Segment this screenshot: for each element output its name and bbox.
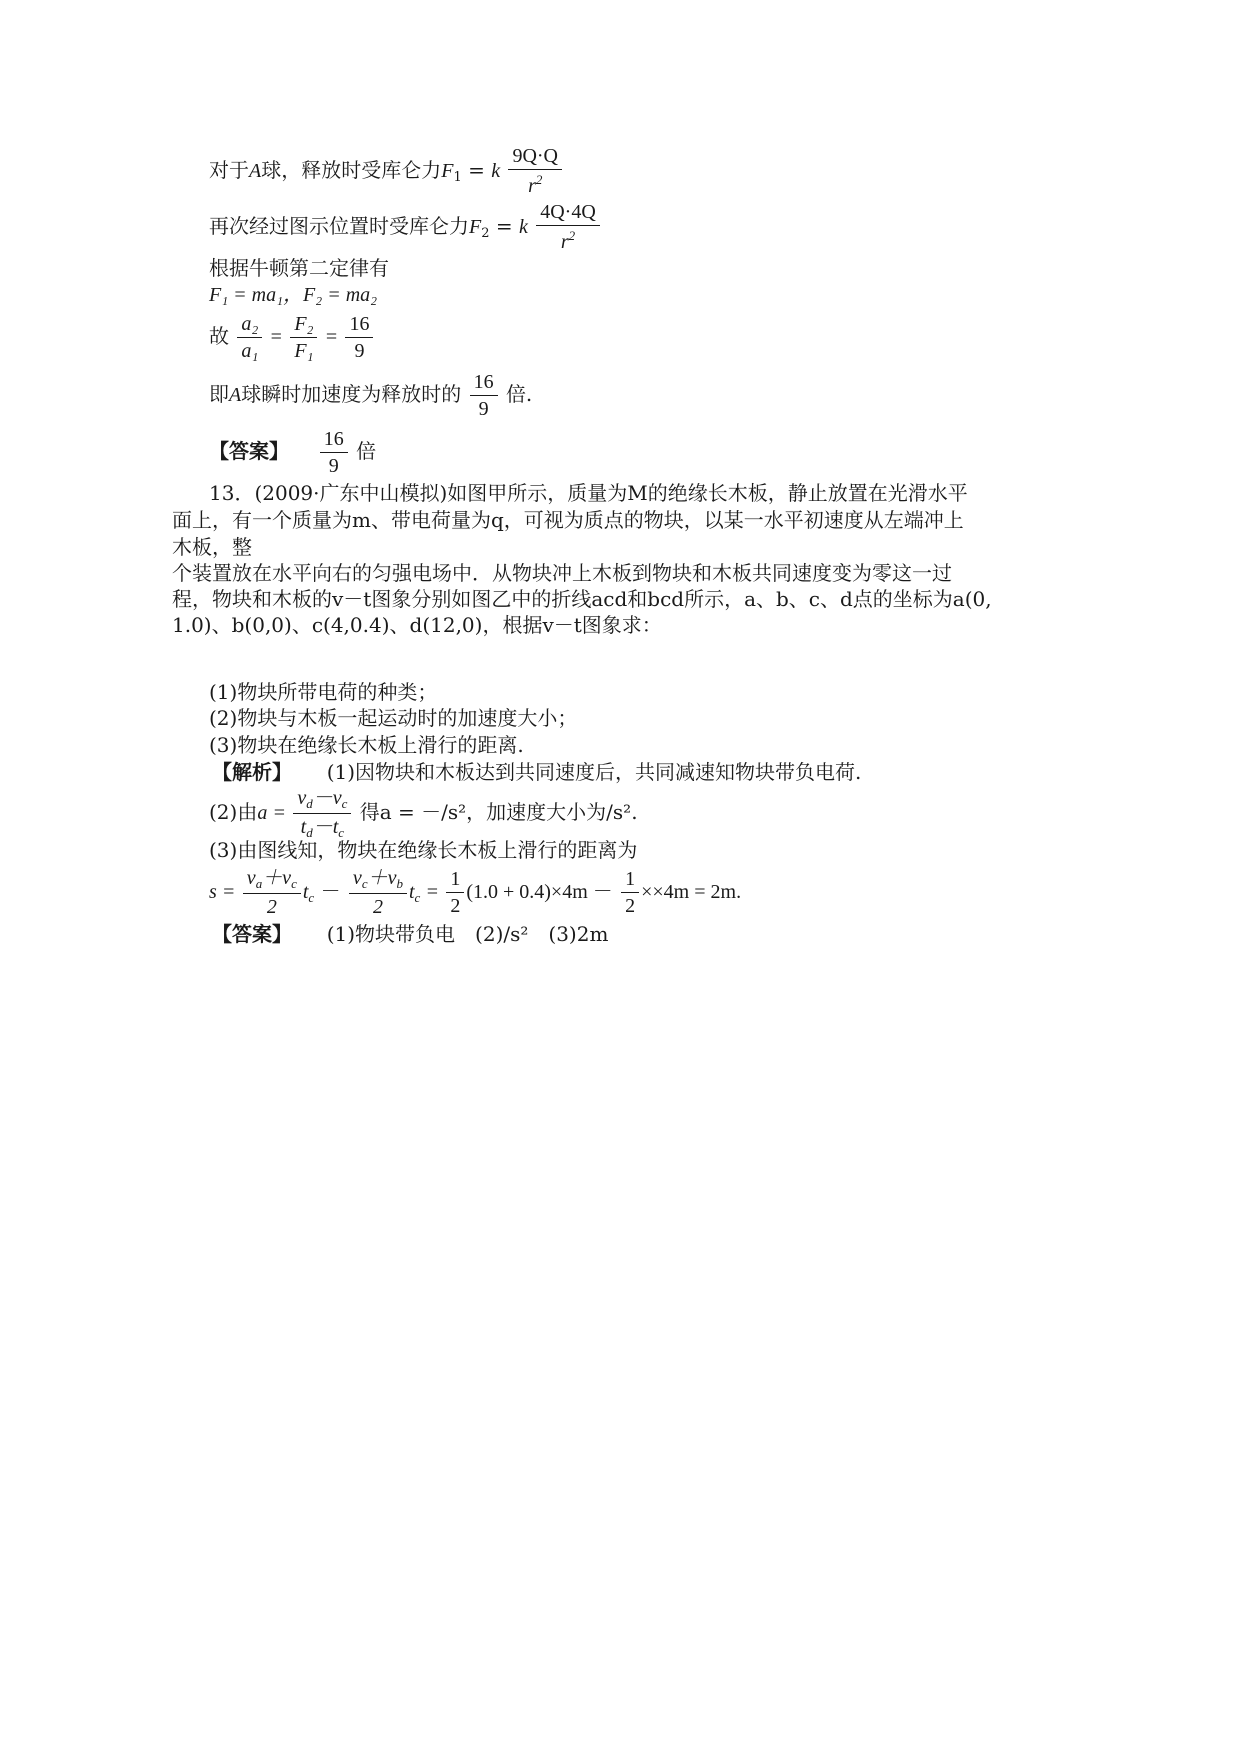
fraction-numerator: 1 bbox=[621, 869, 639, 893]
fraction-numerator: 4Q·4Q bbox=[536, 202, 600, 226]
fraction-denominator: $r^2$ bbox=[560, 228, 576, 253]
fraction-numerator: 16 bbox=[320, 429, 348, 453]
analysis-line-1 bbox=[212, 762, 861, 782]
question-13-line-2: 面上，有一个质量为m、带电荷量为q，可视为质点的物块，以某一水平初速度从左端冲上 bbox=[172, 508, 964, 532]
analysis-2-prefix: (2)由 bbox=[209, 800, 258, 824]
fraction-denominator: a₁ bbox=[241, 340, 259, 362]
fraction-denominator: F₁ bbox=[294, 340, 314, 362]
ratio-line: 故 $\frac{\text{a₂}}{\text{a₁}}$ = $\frac{\text{F₂}}{\text{F₁}}$ = $\frac{16}{9}$ bbox=[209, 314, 375, 361]
answer-13-line bbox=[212, 924, 608, 944]
acceleration-fraction bbox=[293, 788, 351, 839]
fraction-denominator: 2 bbox=[625, 895, 636, 917]
answer-1-line bbox=[209, 429, 376, 476]
fraction-denominator: 2 bbox=[372, 896, 383, 918]
fraction-denominator: $t_d-t_c$ bbox=[300, 816, 345, 840]
fraction-numerator: 16 bbox=[345, 314, 373, 338]
force-b-fraction bbox=[536, 202, 600, 252]
answer-suffix: 倍 bbox=[356, 439, 377, 463]
fraction-numerator: $v_c+v_b$ bbox=[349, 868, 407, 894]
force-a-fraction bbox=[508, 146, 562, 196]
distance-fraction-1 bbox=[243, 868, 301, 917]
distance-fraction-3 bbox=[446, 869, 464, 916]
sub-question-3: (3)物块在绝缘长木板上滑行的距离. bbox=[209, 733, 524, 757]
fraction-numerator: F₂ bbox=[290, 314, 317, 338]
force-a-text: 对于A球，释放时受库仑力$F_1 = k$ bbox=[209, 157, 501, 185]
conclusion-text: 即A球瞬时加速度为释放时的 bbox=[209, 382, 462, 406]
distance-mid: (1.0 + 0.4)×4m － bbox=[466, 881, 613, 903]
fraction-numerator: 9Q·Q bbox=[508, 146, 562, 170]
analysis-2-suffix: 得a = －/s²，加速度大小为/s². bbox=[359, 800, 638, 824]
question-13-line-6: 1.0)、b(0,0)、c(4,0.4)、d(12,0)，根据v－t图象求： bbox=[172, 613, 662, 637]
question-13-line-1: 13．(2009·广东中山模拟)如图甲所示，质量为M的绝缘长木板，静止放置在光滑水平 bbox=[209, 481, 968, 505]
force-equation-line: F₁ = ma₁，F₂ = ma₂ bbox=[209, 284, 378, 306]
conclusion-line bbox=[209, 372, 532, 419]
question-13-line-4: 个装置放在水平向右的匀强电场中．从物块冲上木板到物块和木板共同速度变为零这一过 bbox=[172, 561, 952, 585]
fraction-numerator: 16 bbox=[470, 372, 498, 396]
analysis-line-2: (2)由a = $\frac{v_d-v_c}{t_d-t_c}$ 得a = －/s²，加速度大小为/s². bbox=[209, 787, 638, 840]
question-13-line-5: 程，物块和木板的v－t图象分别如图乙中的折线acd和bcd所示，a、b、c、d点的坐标为a(0, bbox=[172, 587, 992, 611]
answer-13-label: 【答案】 bbox=[212, 922, 292, 946]
sub-question-2: (2)物块与木板一起运动时的加速度大小； bbox=[209, 706, 578, 730]
force-b-text: 再次经过图示位置时受库仑力$F_2 = k$ bbox=[209, 213, 528, 241]
question-13-line-3: 木板，整 bbox=[172, 535, 252, 559]
fraction-numerator: a₂ bbox=[237, 314, 262, 338]
fraction-denominator: $r^2$ bbox=[528, 172, 543, 197]
newton-law-line: 根据牛顿第二定律有 bbox=[209, 256, 389, 280]
ratio-prefix: 故 bbox=[209, 324, 229, 348]
conclusion-suffix: 倍. bbox=[505, 382, 533, 406]
ratio-f-fraction bbox=[290, 314, 317, 361]
fraction-denominator: 9 bbox=[328, 455, 339, 477]
distance-fraction-4 bbox=[621, 869, 639, 916]
ratio-value-fraction bbox=[345, 314, 373, 361]
fraction-denominator: 9 bbox=[478, 398, 489, 420]
fraction-numerator: $v_a+v_c$ bbox=[243, 868, 301, 894]
ratio-a-fraction bbox=[237, 314, 262, 361]
analysis-line-3: (3)由图线知，物块在绝缘长木板上滑行的距离为 bbox=[209, 838, 638, 862]
distance-end: ××4m = 2m. bbox=[641, 881, 742, 903]
force-a-line bbox=[209, 146, 564, 196]
answer-label: 【答案】 bbox=[209, 439, 289, 463]
answer-13-text: (1)物块带负电 (2)/s² (3)2m bbox=[326, 922, 609, 946]
force-b-line bbox=[209, 202, 602, 252]
conclusion-fraction bbox=[470, 372, 498, 419]
sub-question-1: (1)物块所带电荷的种类； bbox=[209, 680, 438, 704]
fraction-denominator: 2 bbox=[266, 896, 277, 918]
fraction-numerator: $v_d-v_c$ bbox=[293, 788, 351, 814]
answer-fraction bbox=[320, 429, 348, 476]
distance-fraction-2 bbox=[349, 868, 407, 917]
analysis-label: 【解析】 bbox=[212, 760, 292, 784]
fraction-denominator: 2 bbox=[450, 895, 461, 917]
analysis-text-1: (1)因物块和木板达到共同速度后，共同减速知物块带负电荷. bbox=[326, 760, 862, 784]
distance-equation: s = $\frac{v_a+v_c}{2}$ $t_c$ － $\frac{v_c+v_b}{2}$ $t_c$ = $\frac{1}{2}$ (1.0 + 0.4)×4m － $\frac{1}{2}$ ××4m = 2m. bbox=[209, 867, 742, 918]
fraction-numerator: 1 bbox=[446, 869, 464, 893]
fraction-denominator: 9 bbox=[354, 340, 365, 362]
